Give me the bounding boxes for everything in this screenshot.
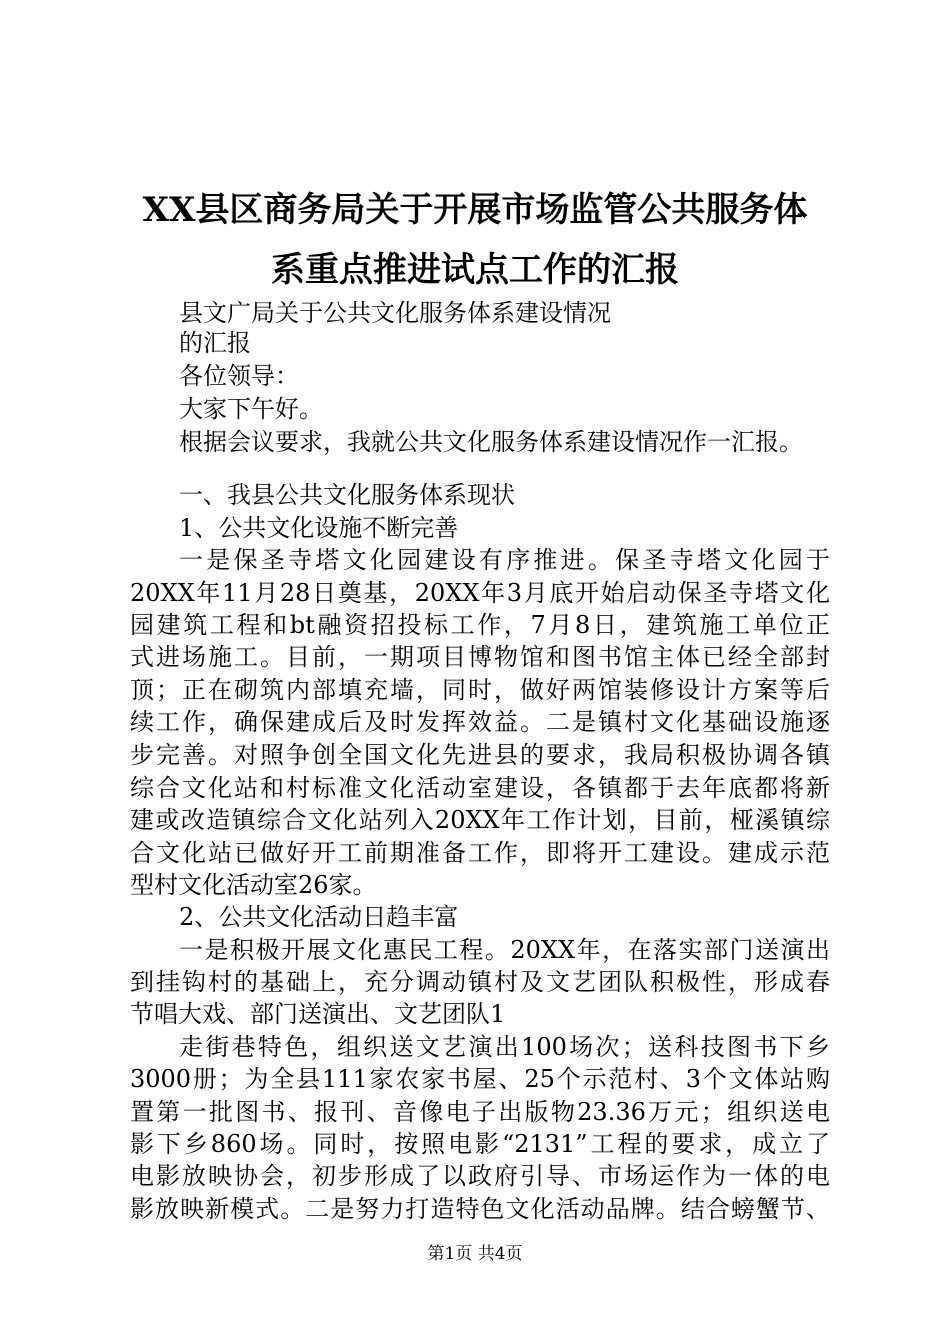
text-line: 一是保圣寺塔文化园建设有序推进。保圣寺塔文化园于 bbox=[179, 546, 830, 574]
subsection-heading: 1、公共文化设施不断完善 bbox=[179, 514, 459, 542]
text-line: 20XX年11月28日奠基，20XX年3月底开始启动保圣寺塔文化 bbox=[130, 579, 830, 607]
text-line: 走街巷特色，组织送文艺演出100场次；送科技图书下乡 bbox=[179, 1033, 830, 1061]
text-line: 一是积极开展文化惠民工程。20XX年，在落实部门送演出 bbox=[179, 936, 830, 964]
text-line: 到挂钩村的基础上，充分调动镇村及文艺团队积极性，形成春 bbox=[130, 968, 830, 996]
text-line: 式进场施工。目前，一期项目博物馆和图书馆主体已经全部封 bbox=[130, 643, 830, 671]
text-line: 续工作，确保建成后及时发挥效益。二是镇村文化基础设施逐 bbox=[130, 708, 830, 736]
text-line: 电影放映协会，初步形成了以政府引导、市场运作为一体的电 bbox=[130, 1162, 830, 1190]
text-line: 园建筑工程和bt融资招投标工作，7月8日，建筑施工单位正 bbox=[130, 611, 830, 639]
document-title-line-1: XX县区商务局关于开展市场监管公共服务体 bbox=[142, 190, 808, 230]
text-line: 节唱大戏、部门送演出、文艺团队1 bbox=[130, 1000, 506, 1028]
document-title-line-2: 系重点推进试点工作的汇报 bbox=[271, 250, 679, 290]
text-line: 根据会议要求，我就公共文化服务体系建设情况作一汇报。 bbox=[179, 428, 803, 456]
text-line: 合文化站已做好开工前期准备工作，即将开工建设。建成示范 bbox=[130, 839, 830, 867]
text-line: 大家下午好。 bbox=[179, 395, 323, 423]
text-line: 影下乡860场。同时，按照电影“2131”工程的要求，成立了 bbox=[130, 1130, 830, 1158]
text-line: 的汇报 bbox=[179, 329, 251, 357]
subsection-heading: 2、公共文化活动日趋丰富 bbox=[179, 903, 459, 931]
section-heading: 一、我县公共文化服务体系现状 bbox=[179, 481, 515, 509]
text-line: 型村文化活动室26家。 bbox=[130, 871, 377, 899]
text-line: 置第一批图书、报刊、音像电子出版物23.36万元；组织送电 bbox=[130, 1098, 830, 1126]
text-line: 县文广局关于公共文化服务体系建设情况 bbox=[179, 299, 611, 327]
text-line: 各位领导： bbox=[179, 362, 299, 390]
page-footer: 第1页 共4页 bbox=[427, 1244, 523, 1264]
text-line: 影放映新模式。二是努力打造特色文化活动品牌。结合螃蟹节、 bbox=[130, 1195, 830, 1223]
text-line: 顶；正在砌筑内部填充墙，同时，做好两馆装修设计方案等后 bbox=[130, 676, 830, 704]
text-line: 建或改造镇综合文化站列入20XX年工作计划，目前，桠溪镇综 bbox=[130, 806, 830, 834]
text-line: 步完善。对照争创全国文化先进县的要求，我局积极协调各镇 bbox=[130, 741, 830, 769]
text-line: 综合文化站和村标准文化活动室建设，各镇都于去年底都将新 bbox=[130, 774, 830, 802]
text-line: 3000册；为全县111家农家书屋、25个示范村、3个文体站购 bbox=[130, 1065, 830, 1093]
